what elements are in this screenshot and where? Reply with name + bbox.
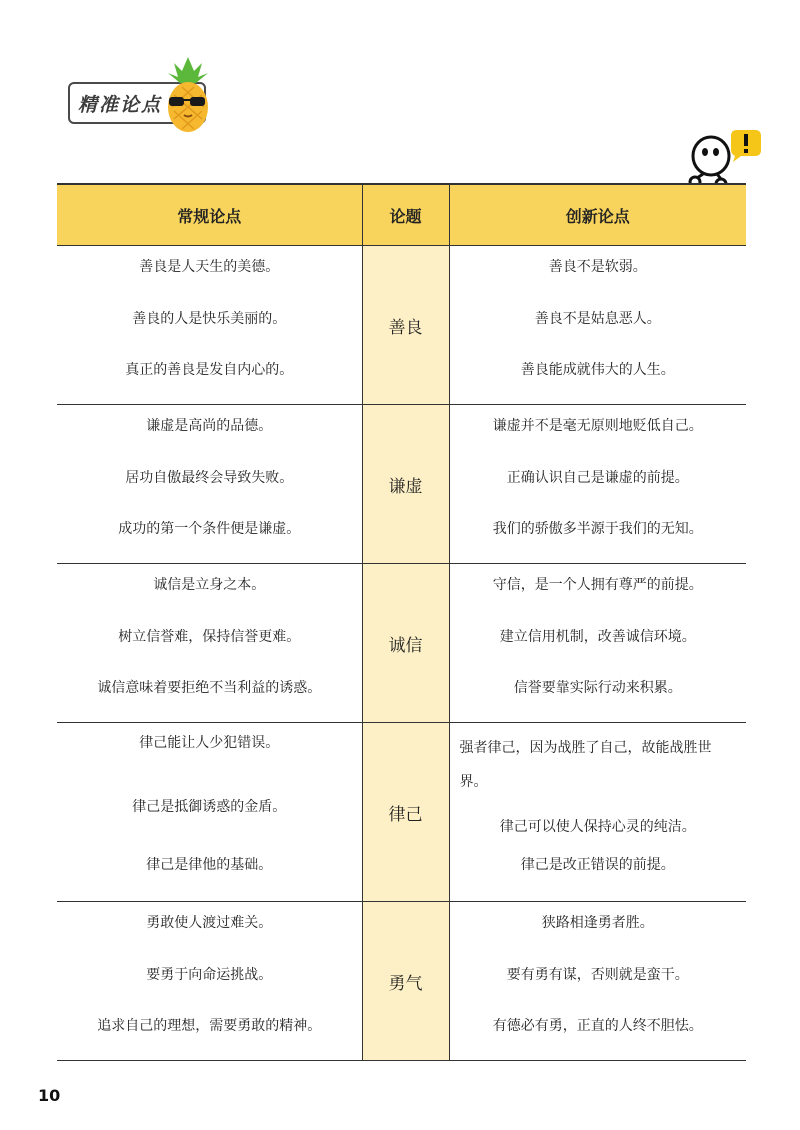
innovative-point: 强者律己，因为战胜了自己，故能战胜世界。 [459,740,712,790]
conventional-point: 律己是律他的基础。 [146,857,273,873]
innovative-point: 善良不是姑息恶人。 [534,310,661,327]
innovative-point: 我们的骄傲多半源于我们的无知。 [492,521,703,537]
innovative-point: 律己是改正错误的前提。 [520,857,675,873]
innovative-point: 谦虚并不是毫无原则地贬低自己。 [492,418,703,434]
conventional-cell [57,902,362,1061]
arguments-table [57,183,746,1061]
conventional-cell [57,246,362,405]
topic-cell: 律己 [362,723,449,902]
innovative-point: 信誉要靠实际行动来积累。 [513,680,682,696]
table-header-row [57,184,746,246]
innovative-cell [449,902,746,1061]
conventional-cell [57,723,362,902]
conventional-point: 诚信是立身之本。 [153,577,266,593]
badge-title: 精准论点 [78,94,163,116]
header-innovative: 创新论点 [449,184,746,246]
table-row [57,902,746,1061]
table-row [57,723,746,902]
conventional-point: 律己能让人少犯错误。 [139,735,280,751]
conventional-point: 要勇于向命运挑战。 [146,966,273,983]
conventional-cell [57,564,362,723]
conventional-point: 善良是人天生的美德。 [139,259,280,275]
innovative-point: 守信，是一个人拥有尊严的前提。 [492,577,703,593]
innovative-point: 建立信用机制，改善诚信环境。 [499,628,696,645]
innovative-cell [449,564,746,723]
conventional-point: 居功自傲最终会导致失败。 [125,469,294,486]
conventional-cell [57,405,362,564]
innovative-point: 善良能成就伟大的人生。 [520,362,675,378]
conventional-point: 谦虚是高尚的品德。 [146,418,273,434]
conventional-point: 追求自己的理想，需要勇敢的精神。 [97,1018,322,1034]
innovative-cell [449,246,746,405]
conventional-point: 成功的第一个条件便是谦虚。 [118,521,301,537]
conventional-point: 善良的人是快乐美丽的。 [132,310,287,327]
table-row [57,405,746,564]
topic-cell: 勇气 [362,902,449,1061]
conventional-point: 律己是抵御诱惑的金盾。 [132,799,287,815]
innovative-point: 要有勇有谋，否则就是蛮干。 [506,966,689,983]
innovative-point: 狭路相逢勇者胜。 [541,915,654,931]
pineapple-sunglasses-icon [160,55,216,135]
innovative-cell [449,405,746,564]
innovative-point: 正确认识自己是谦虚的前提。 [506,469,689,486]
innovative-point: 善良不是软弱。 [548,259,647,275]
conventional-point: 树立信誉难，保持信誉更难。 [118,628,301,645]
innovative-point: 律己可以使人保持心灵的纯洁。 [499,819,696,835]
innovative-cell [449,723,746,902]
table-row [57,246,746,405]
header-conventional: 常规论点 [57,184,362,246]
conventional-point: 诚信意味着要拒绝不当利益的诱惑。 [97,680,322,696]
innovative-point: 有德必有勇，正直的人终不胆怯。 [492,1018,703,1034]
conventional-point: 勇敢使人渡过难关。 [146,915,273,931]
topic-cell: 善良 [362,246,449,405]
page-number: 10 [38,1086,61,1105]
topic-cell: 谦虚 [362,405,449,564]
table-row [57,564,746,723]
conventional-point: 真正的善良是发自内心的。 [125,362,294,378]
topic-cell: 诚信 [362,564,449,723]
header-topic: 论题 [362,184,449,246]
